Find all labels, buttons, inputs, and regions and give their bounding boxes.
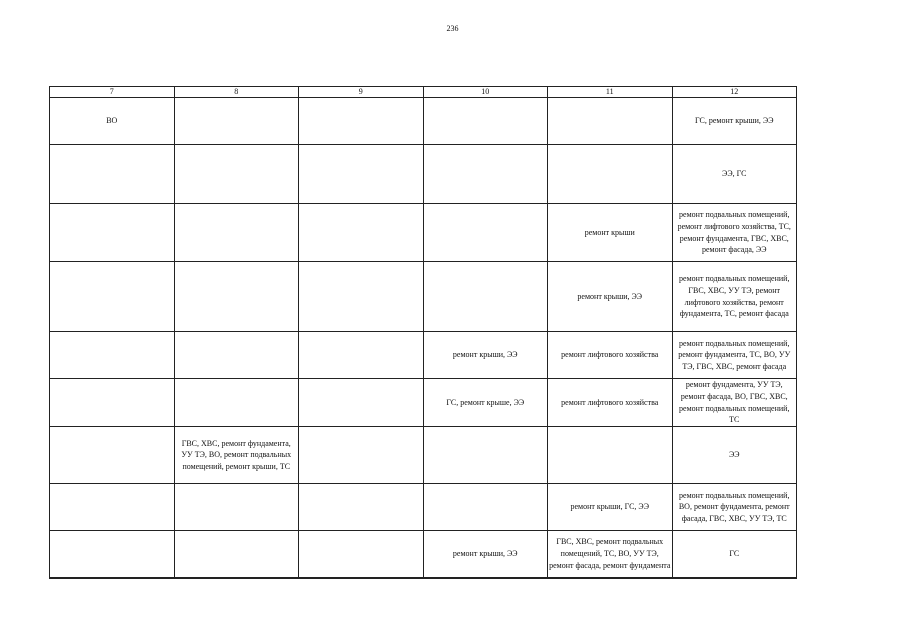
table-cell <box>50 332 175 379</box>
table-cell <box>50 145 175 204</box>
table-cell: ремонт крыши, ЭЭ <box>423 332 548 379</box>
table-cell <box>50 204 175 262</box>
table-cell <box>299 204 424 262</box>
table-cell <box>50 427 175 484</box>
table-cell <box>174 379 299 427</box>
column-header-8: 8 <box>174 87 299 98</box>
table-cell: ГВС, ХВС, ремонт подвальных помещений, ТС, ВО, УУ ТЭ, ремонт фасада, ремонт фундамента <box>548 531 673 578</box>
column-header-9: 9 <box>299 87 424 98</box>
table-cell: ГВС, ХВС, ремонт фундамента, УУ ТЭ, ВО, ремонт подвальных помещений, ремонт крыши, ТС <box>174 427 299 484</box>
column-header-11: 11 <box>548 87 673 98</box>
table-cell <box>50 379 175 427</box>
work-schedule-table <box>49 86 797 579</box>
table-cell: ГС <box>672 531 797 578</box>
table-cell: ГС, ремонт крыши, ЭЭ <box>672 98 797 145</box>
table-cell <box>174 145 299 204</box>
table-cell: ремонт крыши, ЭЭ <box>423 531 548 578</box>
table-cell <box>548 98 673 145</box>
table-cell: ремонт подвальных помещений, ремонт фундамента, ТС, ВО, УУ ТЭ, ГВС, ХВС, ремонт фасада <box>672 332 797 379</box>
table-cell <box>299 531 424 578</box>
table-cell: ремонт подвальных помещений, ГВС, ХВС, УУ ТЭ, ремонт лифтового хозяйства, ремонт фундамента, ТС, ремонт фасада <box>672 262 797 332</box>
table-row <box>50 332 797 379</box>
table-cell <box>299 145 424 204</box>
column-header-10: 10 <box>423 87 548 98</box>
table-cell: ремонт лифтового хозяйства <box>548 332 673 379</box>
table-cell <box>423 262 548 332</box>
table-cell <box>299 379 424 427</box>
table-cell <box>50 531 175 578</box>
table-cell <box>299 262 424 332</box>
table-cell <box>50 484 175 531</box>
table-row <box>50 531 797 578</box>
table-cell <box>423 427 548 484</box>
table-cell <box>423 204 548 262</box>
table-row <box>50 98 797 145</box>
table-row <box>50 484 797 531</box>
column-header-7: 7 <box>50 87 175 98</box>
table-cell <box>299 332 424 379</box>
table-cell: ремонт лифтового хозяйства <box>548 379 673 427</box>
table-cell: ремонт крыши, ЭЭ <box>548 262 673 332</box>
table-cell <box>423 98 548 145</box>
table-cell <box>548 145 673 204</box>
table-cell <box>50 262 175 332</box>
table-cell <box>548 427 673 484</box>
table-cell: ГС, ремонт крыше, ЭЭ <box>423 379 548 427</box>
table-cell: ремонт фундамента, УУ ТЭ, ремонт фасада, ВО, ГВС, ХВС, ремонт подвальных помещений, ТС <box>672 379 797 427</box>
header-row <box>50 87 797 98</box>
table-header <box>50 87 797 98</box>
table-cell: ремонт подвальных помещений, ВО, ремонт фундамента, ремонт фасада, ГВС, ХВС, УУ ТЭ, ТС <box>672 484 797 531</box>
table-row <box>50 262 797 332</box>
table-body <box>50 98 797 578</box>
table-cell <box>299 98 424 145</box>
table-cell <box>174 484 299 531</box>
table-cell: ВО <box>50 98 175 145</box>
column-header-12: 12 <box>672 87 797 98</box>
table-cell: ЭЭ <box>672 427 797 484</box>
table-row <box>50 145 797 204</box>
table-cell <box>299 427 424 484</box>
table-cell: ЭЭ, ГС <box>672 145 797 204</box>
table-cell <box>174 262 299 332</box>
table-cell <box>174 531 299 578</box>
table-cell: ремонт крыши, ГС, ЭЭ <box>548 484 673 531</box>
table-row <box>50 204 797 262</box>
table-cell <box>174 98 299 145</box>
table-row <box>50 379 797 427</box>
table-cell <box>423 145 548 204</box>
table-cell: ремонт крыши <box>548 204 673 262</box>
table-cell <box>174 204 299 262</box>
table-cell: ремонт подвальных помещений, ремонт лифтового хозяйства, ТС, ремонт фундамента, ГВС, ХВС, ремонт фасада, ЭЭ <box>672 204 797 262</box>
table-cell <box>174 332 299 379</box>
page-number: 236 <box>446 24 459 33</box>
table-cell <box>299 484 424 531</box>
table-cell <box>423 484 548 531</box>
table-row <box>50 427 797 484</box>
